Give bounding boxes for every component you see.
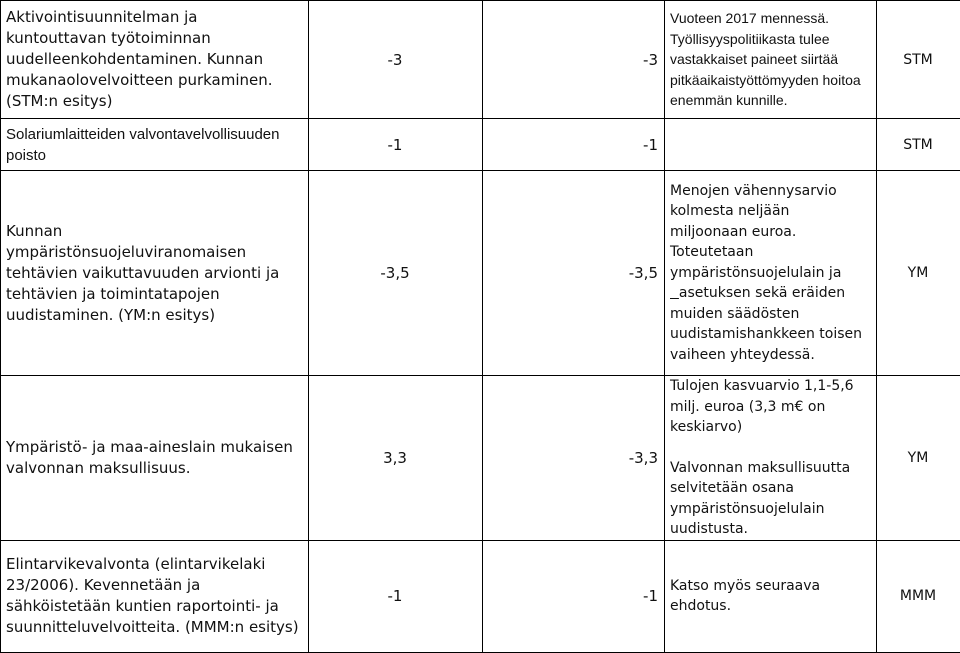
- table-row: [1, 376, 960, 541]
- table-row: [1, 1, 960, 119]
- table-row: [1, 540, 960, 652]
- underlined-gap: [670, 285, 679, 301]
- note-text: Menojen vähennysarvio kolmesta neljään miljoonaan euroa. Toteutetaan ympäristönsuojelulain ja: [670, 183, 841, 281]
- table-row: [1, 171, 960, 376]
- measure-cell: Solariumlaitteiden valvontavelvollisuuden poisto: [1, 119, 309, 171]
- note-cell: Vuoteen 2017 mennessä. Työllisyyspolitiikasta tulee vastakkaiset paineet siirtää pitkäaikaistyöttömyyden hoitoa enemmän kunnille.: [665, 1, 877, 119]
- value-1-cell: -1: [309, 540, 483, 652]
- value-1-cell: 3,3: [309, 376, 483, 541]
- responsible-cell: STM: [877, 119, 960, 171]
- responsible-cell: MMM: [877, 540, 960, 652]
- value-2-cell: -3: [483, 1, 665, 119]
- note-cell: [665, 119, 877, 171]
- measure-cell: Elintarvikevalvonta (elintarvikelaki 23/2006). Kevennetään ja sähköistetään kuntien raportointi- ja suunnitteluvelvoitteita. (MMM:n esitys): [1, 540, 309, 652]
- measure-cell: Ympäristö- ja maa-aineslain mukaisen valvonnan maksullisuus.: [1, 376, 309, 541]
- responsible-cell: STM: [877, 1, 960, 119]
- note-text-continued: asetuksen sekä eräiden muiden säädösten uudistamishankkeen toisen vaiheen yhteydessä.: [670, 285, 862, 363]
- responsible-cell: YM: [877, 171, 960, 376]
- note-first-paragraph: Tulojen kasvuarvio 1,1-5,6 milj. euroa (3,3 m€ on keskiarvo): [670, 376, 870, 438]
- value-1-cell: -1: [309, 119, 483, 171]
- value-2-cell: -3,5: [483, 171, 665, 376]
- responsible-cell: YM: [877, 376, 960, 541]
- measure-cell: Aktivointisuunnitelman ja kuntouttavan työtoiminnan uudelleenkohdentaminen. Kunnan mukanaolovelvoitteen purkaminen. (STM:n esitys): [1, 1, 309, 119]
- value-2-cell: -3,3: [483, 376, 665, 541]
- note-cell: [665, 376, 877, 541]
- value-2-cell: -1: [483, 540, 665, 652]
- note-second-paragraph: Valvonnan maksullisuutta selvitetään osana ympäristönsuojelulain uudistusta.: [670, 458, 870, 540]
- note-cell: [665, 171, 877, 376]
- note-cell: Katso myös seuraava ehdotus.: [665, 540, 877, 652]
- table-row: [1, 119, 960, 171]
- value-2-cell: -1: [483, 119, 665, 171]
- value-1-cell: -3,5: [309, 171, 483, 376]
- measure-cell: Kunnan ympäristönsuojeluviranomaisen tehtävien vaikuttavuuden arvionti ja tehtävien ja toimintatapojen uudistaminen. (YM:n esitys): [1, 171, 309, 376]
- value-1-cell: -3: [309, 1, 483, 119]
- paragraph-gap: [670, 438, 870, 458]
